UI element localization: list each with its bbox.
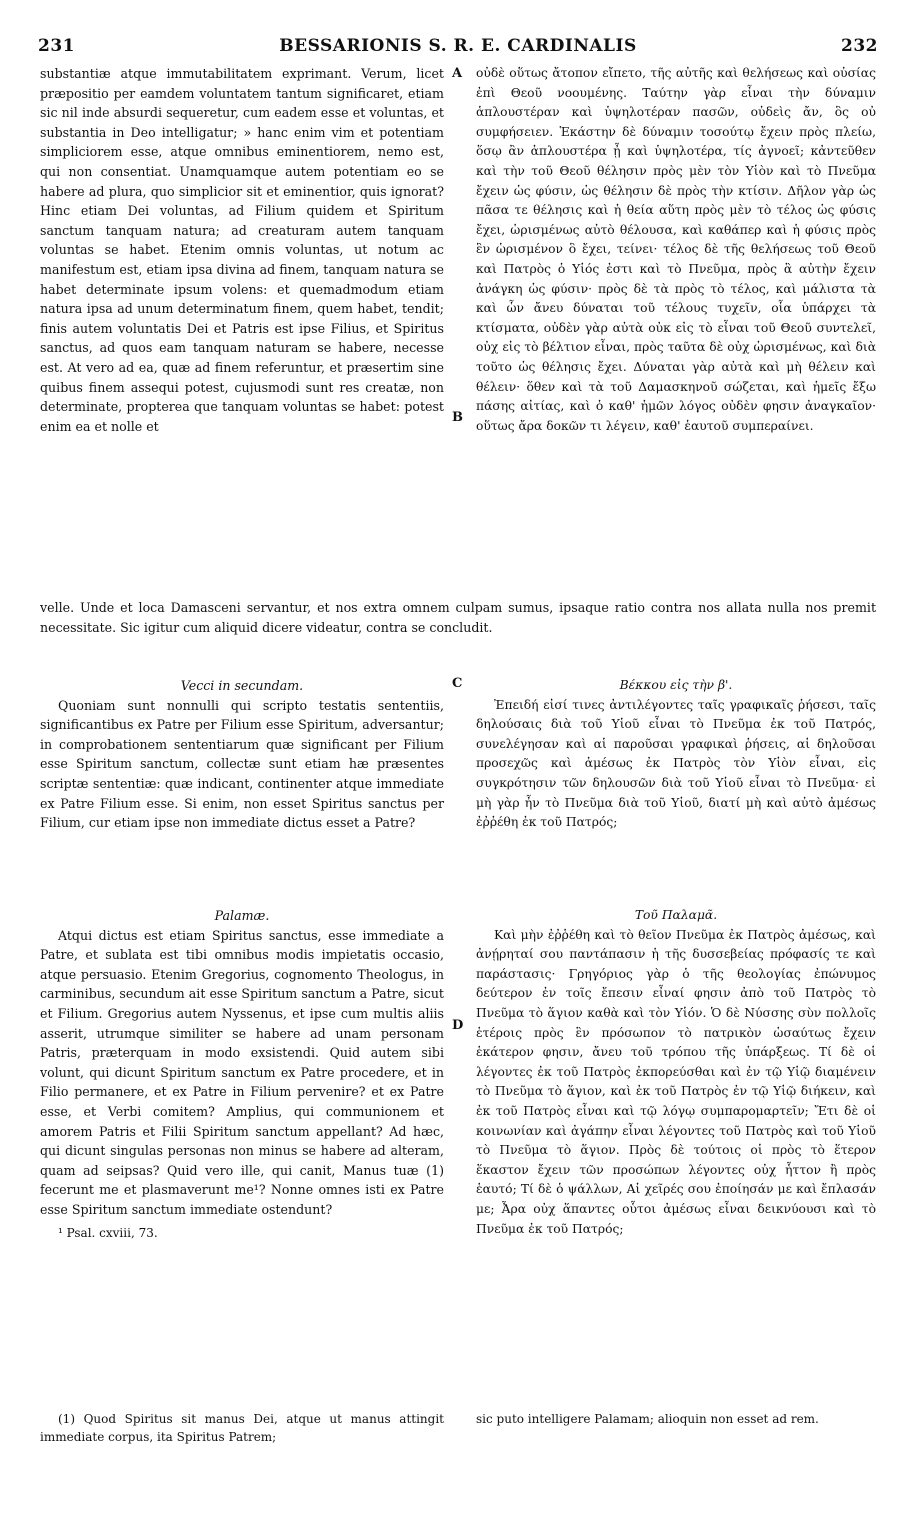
latin-conclusion-text: velle. Unde et loca Damasceni servantur, et nos extra omnem culpam sumus, ipsaque ratio contra nos allata nulla nos premit necessitate. Sic igitur cum aliquid dicere videatur, contra se concludit. xyxy=(40,600,876,635)
latin-full-width-paragraph xyxy=(40,598,876,637)
page-number-right: 232 xyxy=(841,36,878,56)
latin-palamae-text: Atqui dictus est etiam Spiritus sanctus, esse immediate a Patre, et sublata est tibi omnibus modis impietatis occasio, atque persuasio. Etenim Gregorius, cognomento Theologus, in carminibus, secundum ait esse Spiritum sanctum a Patre, sicut et Filium. Gregorius autem Nyssenus, et ipse cum multis aliis asserit, utrumque similiter se habere ad unam personam Patris, præterquam in modo exsistendi. Quid autem sibi volunt, qui dicunt Spiritum sanctum ex Patre procedere, et in Filio permanere, et ex Patre in Filium pervenire? et ex Patre esse, et Verbi comitem? Amplius, qui communionem et amorem Patris et Filii Spiritum sanctum appellant? Ad hæc, qui dicunt singulas personas non minus se habere ad alteram, quam ad seipsas? Quid vero ille, qui canit, Manus tuæ (1) fecerunt me et plasmaverunt me¹? Nonne omnes isti ex Patre esse Spiritum sanctum immediate ostendunt? xyxy=(40,927,444,1217)
latin-palamae-heading: Palamæ. xyxy=(214,908,270,923)
greek-palamae-heading: Τοῦ Παλαμᾶ. xyxy=(634,908,718,922)
footnote-right-text: sic puto intelligere Palamam; alioquin non esset ad rem. xyxy=(476,1412,819,1426)
footnote-right xyxy=(476,1410,876,1428)
marker-d: D xyxy=(452,1018,464,1033)
greek-paragraph-top: οὐδὲ οὕτως ἄτοπον εἴπετο, τῆς αὐτῆς καὶ θελήσεως καὶ οὐσίας ἐπὶ Θεοῦ νοουμένης. Ταύτην γὰρ εἶναι τὴν δύναμιν ἁπλουστέραν καὶ ὑψηλοτέραν πασῶν, οὐδεὶς ἄν, ὃς οὐ συμφήσειεν. Ἑκάστην δὲ δύναμιν τοσούτῳ ἔχειν πρὸς πλείω, ὅσῳ ἂν ἁπλουστέρα ᾖ καὶ ὑψηλοτέρα, τίς ἀγνοεῖ; κἀντεῦθεν καὶ τὴν τοῦ Θεοῦ θέλησιν πρὸς μὲν τὸν Υἱὸν καὶ τὸ Πνεῦμα ἔχειν ὡς φύσιν, ὡς θέλησιν δὲ πρὸς τὴν κτίσιν. Δῆλον γὰρ ὡς πᾶσα τε θέλησις καὶ ἡ θεία αὕτη πρὸς μὲν τὸ τέλος ὡς φύσις ἔχει, ὡρισμένως αὐτὸ θέλουσα, καὶ καθάπερ καὶ ἡ φύσις πρὸς ἓν ὡρισμένον ὃ ἔχει, τείνει· τέλος δὲ τῆς θελήσεως τοῦ Θεοῦ καὶ Πατρὸς ὁ Υἱός ἐστι καὶ τὸ Πνεῦμα, πρὸς ἃ αὐτὴν ἔχειν ἀνάγκη ὡς φύσιν· πρὸς δὲ τὰ πρὸς τὸ τέλος, καὶ μάλιστα τὰ καὶ ὧν ἄνευ δύναται τοῦ τέλους τυχεῖν, οἷα ὑπάρχει τὰ κτίσματα, οὐδὲν γὰρ αὐτὰ οὐκ εἰς τὸ εἶναι τοῦ Θεοῦ συντελεῖ, οὐχ εἰς τὸ βέλτιον εἶναι, πρὸς ταῦτα δὲ οὐχ ὡρισμένως, καὶ διὰ τοῦτο ὡς θέλησις ἔχει. Δύναται γὰρ αὐτὰ καὶ μὴ θέλειν καὶ θέλειν· ὅθεν καὶ τὰ τοῦ Δαμασκηνοῦ σώζεται, καὶ ἡμεῖς ἔξω πάσης αἰτίας, καὶ ὁ καθ' ἡμῶν λόγος οὐδὲν φησιν ἀναγκαῖον· οὕτως ἄρα δοκῶν τι λέγειν, καθ' ἑαυτοῦ συμπεραίνει. xyxy=(476,66,876,433)
footnote-left xyxy=(40,1410,444,1446)
latin-vecci-text: Quoniam sunt nonnulli qui scripto testatis sententiis, significantibus ex Patre per Filium esse Spiritum, adversantur; in comprobationem sententiarum quæ significant per Filium esse Spiritum sanctum, collectæ sunt etiam hæ præsentes scriptæ sententiæ: quæ indicant, continenter atque immediate ex Patre Filium esse. Si enim, non esset Spiritus sanctus per Filium, cur etiam ipse non immediate dictus esset a Patre? xyxy=(40,697,444,831)
footnote-left-text: (1) Quod Spiritus sit manus Dei, atque ut manus attingit immediate corpus, ita Spiritus Patrem; xyxy=(40,1412,444,1444)
greek-vecci-text: Ἐπειδή εἰσί τινες ἀντιλέγοντες ταῖς γραφικαῖς ῥήσεσι, ταῖς δηλούσαις διὰ τοῦ Υἱοῦ εἶναι τὸ Πνεῦμα ἐκ τοῦ Πατρός, συνελέγησαν καὶ αἱ παροῦσαι γραφικαὶ ῥήσεις, αἱ δηλοῦσαι προσεχῶς καὶ ἀμέσως ἐκ Πατρὸς τὸν Υἱὸν εἶναι, εἰς συγκρότησιν τῶν δηλουσῶν διὰ τοῦ Υἱοῦ εἶναι τὸ Πνεῦμα· εἰ μὴ γὰρ ἦν τὸ Πνεῦμα διὰ τοῦ Υἱοῦ, διατί μὴ καὶ αὐτὸ ἀμέσως ἐῤῥέθη ἐκ τοῦ Πατρός; xyxy=(476,697,876,830)
greek-vecci-heading: Βέκκου εἰς τὴν β'. xyxy=(619,678,733,692)
latin-vecci-section xyxy=(40,676,444,833)
greek-palamae-section xyxy=(476,906,876,1239)
latin-paragraph-top: substantiæ atque immutabilitatem exprimant. Verum, licet præpositio per eamdem voluntatem tantum significaret, etiam sic nil inde absurdi sequeretur, cum eadem esse et voluntas, et substantia in Deo intelligatur; » hanc enim vim et potentiam simpliciorem esse, atque omnibus eminentiorem, nemo est, qui non consentiat. Unamquamque autem potentiam eo se habere ad plura, quo simplicior sit et eminentior, quis ignorat? Hinc etiam Dei voluntas, ad Filium quidem et Spiritum sanctum tanquam natura; ad creaturam autem tanquam voluntas se habet. Etenim omnis voluntas, ut notum ac manifestum est, etiam ipsa divina ad finem, tanquam natura se habet determinate ipsum volens: et quemadmodum etiam natura ipsa ad unum determinatum finem, quem habet, tendit; finis autem voluntatis Dei et Patris est ipse Filius, et Spiritus sanctus, ad quos eam tanquam naturam se habere, necesse est. At vero ad ea, quæ ad finem referuntur, et præsertim sine quibus finem assequi potest, cujusmodi sunt res creatæ, non determinate, propterea que tanquam voluntas se habet: potest enim ea et nolle et xyxy=(40,66,444,434)
marker-a: A xyxy=(452,66,463,81)
greek-vecci-section xyxy=(476,676,876,833)
marker-b: B xyxy=(452,410,463,425)
page-number-left: 231 xyxy=(38,36,75,56)
latin-vecci-heading: Vecci in secundam. xyxy=(180,678,304,693)
greek-palamae-text: Καὶ μὴν ἐῤῥέθη καὶ τὸ θεῖον Πνεῦμα ἐκ Πατρὸς ἀμέσως, καὶ ἀνῄρηταί σου παντάπασιν ἡ τῆς δυσσεβείας πρόφασίς τε καὶ παράστασις· Γρηγόριος γὰρ ὁ τῆς θεολογίας ἐπώνυμος δεύτερον ἐν τοῖς ἔπεσιν εἶναί φησιν ἀπὸ τοῦ Πατρὸς τὸ Πνεῦμα τὸ ἅγιον καθὰ καὶ τὸν Υἱόν. Ὁ δὲ Νύσσης σὺν πολλοῖς ἑτέροις πρὸς ἓν πρόσωπον τὸ πατρικὸν ὡσαύτως ἔχειν ἑκάτερον φησιν, ἄνευ τοῦ τρόπου τῆς ὑπάρξεως. Τί δὲ οἱ λέγοντες ἐκ τοῦ Πατρὸς ἐκπορεύσθαι καὶ ἐν τῷ Υἱῷ διαμένειν τὸ Πνεῦμα τὸ ἅγιον, καὶ ἐκ τοῦ Πατρὸς ἐν τῷ Υἱῷ διήκειν, καὶ ἐκ τοῦ Πατρὸς εἶναι καὶ τῷ λόγῳ συμπαρομαρτεῖν; Ἔτι δὲ οἱ κοινωνίαν καὶ ἀγάπην εἶναι λέγοντες τοῦ Πατρὸς καὶ τοῦ Υἱοῦ τὸ Πνεῦμα τὸ ἅγιον. Πρὸς δὲ τούτοις οἱ πρὸς τὸ ἕτερον ἕκαστον ἔχειν τῶν προσώπων λέγοντες οὐχ ἧττον ἢ πρὸς ἑαυτό; Τί δὲ ὁ ψάλλων, Αἱ χεῖρές σου ἐποίησάν με καὶ ἔπλασάν με; Ἆρα οὐχ ἅπαντες οὗτοι ἀμέσως εἶναι δεικνύουσι καὶ τὸ Πνεῦμα ἐκ τοῦ Πατρός; xyxy=(476,927,876,1236)
latin-column-top xyxy=(40,64,444,436)
marker-c: C xyxy=(452,676,463,691)
greek-column-top xyxy=(476,64,876,436)
latin-palamae-section xyxy=(40,906,444,1242)
page-header xyxy=(38,36,878,58)
running-title: BESSARIONIS S. R. E. CARDINALIS xyxy=(279,36,637,56)
psalm-reference: ¹ Psal. cxviii, 73. xyxy=(58,1225,158,1240)
